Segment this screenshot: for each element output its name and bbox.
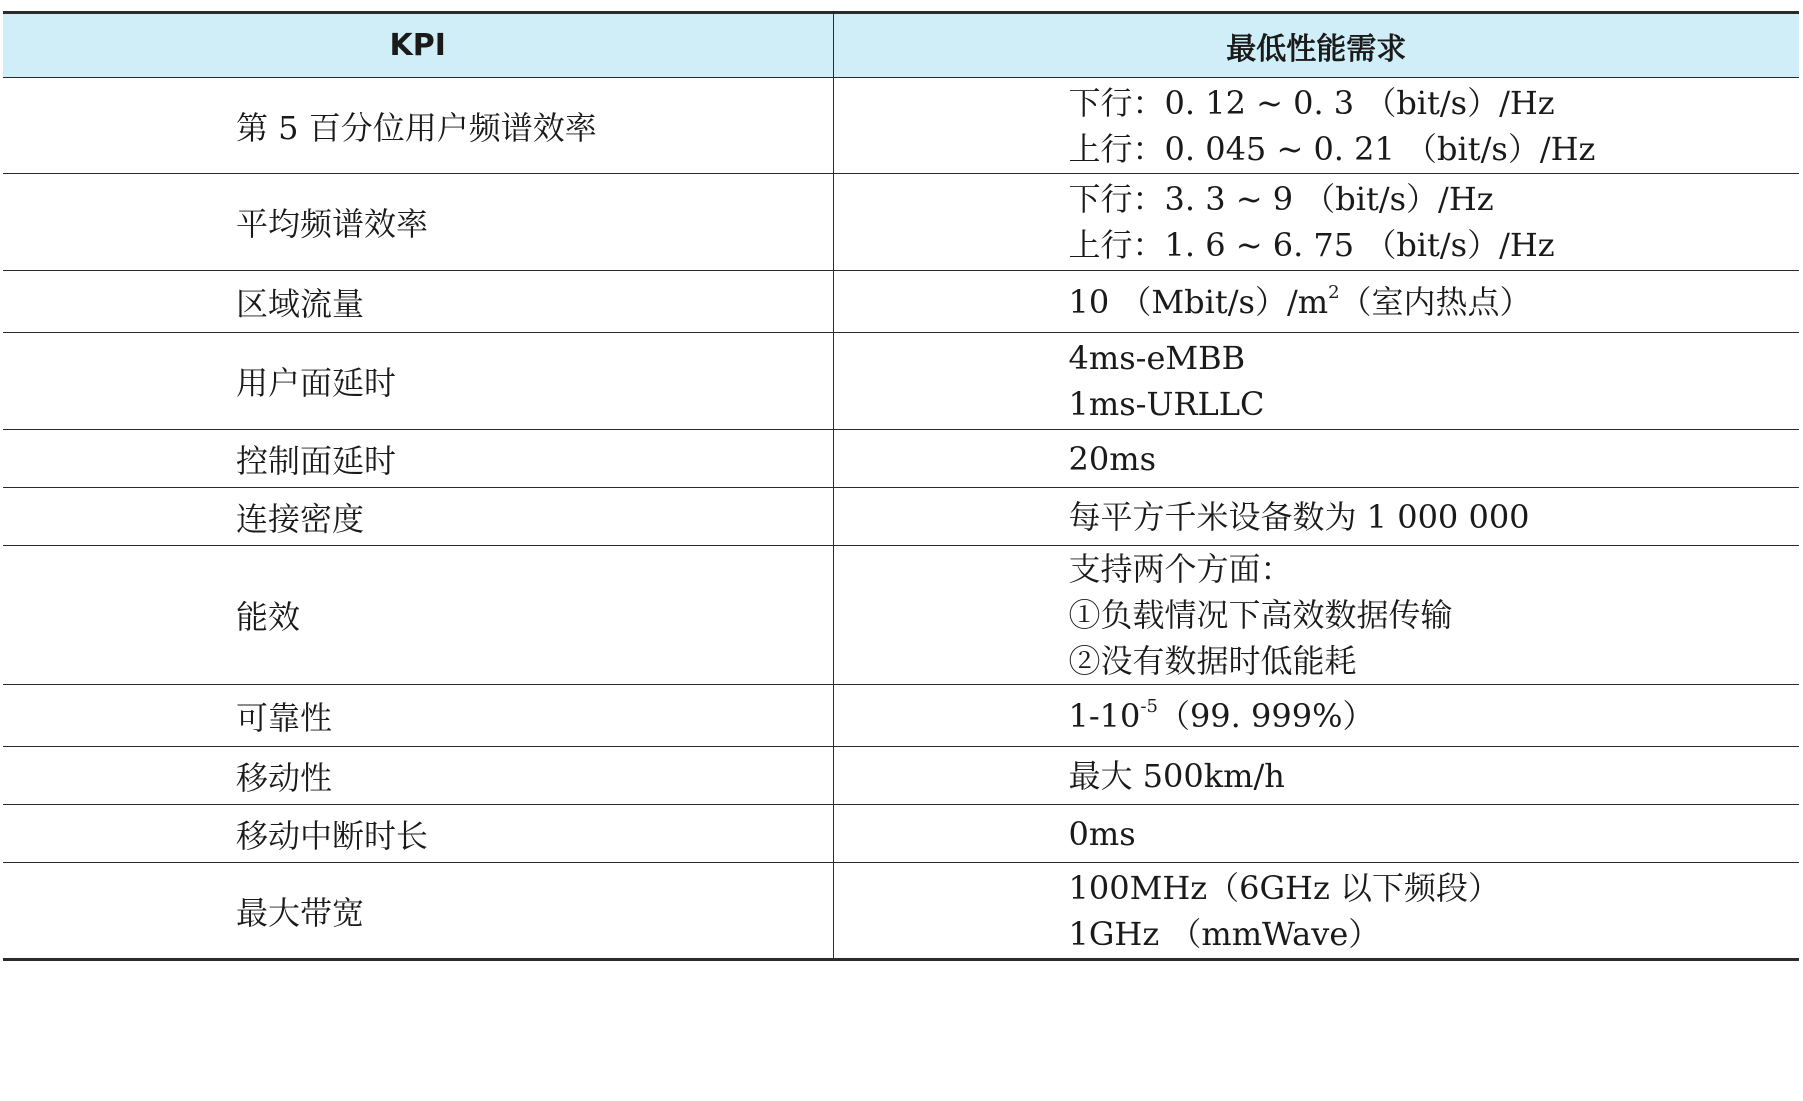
kpi-requirement [833,78,1799,174]
requirement-line: 上行：0. 045 ~ 0. 21 （bit/s）/Hz [1068,129,1596,168]
kpi-name: 移动中断时长 [3,805,833,863]
requirement-line: ②没有数据时低能耗 [1068,642,1357,680]
table-row [3,863,1799,960]
requirement-line: 下行：3. 3 ~ 9 （bit/s）/Hz [1068,180,1494,218]
requirement-line: 最大 500km/h [1068,756,1285,795]
header-min-requirement: 最低性能需求 [833,13,1799,78]
kpi-requirement [833,546,1799,685]
req-text: 1-10 [1068,696,1141,735]
kpi-name: 能效 [3,546,833,685]
table-row [3,78,1799,174]
kpi-requirement [833,430,1799,488]
requirement-line: 支持两个方面： [1068,550,1293,588]
requirement-line: 4ms-eMBB [1068,339,1246,377]
req-superscript: 2 [1328,281,1340,303]
req-text: （99. 999%） [1157,696,1375,735]
table-row [3,685,1799,747]
kpi-requirement [833,174,1799,271]
kpi-name: 区域流量 [3,271,833,333]
table-row [3,271,1799,333]
kpi-name: 连接密度 [3,488,833,546]
table-row [3,174,1799,271]
req-superscript: -5 [1140,695,1158,717]
table-row [3,546,1799,685]
table-row [3,488,1799,546]
req-text: 10 （Mbit/s）/m [1068,282,1329,321]
requirement-line: 每平方千米设备数为 1 000 000 [1068,497,1530,536]
kpi-requirement [833,333,1799,430]
requirement-line [1069,279,1800,325]
table-row [3,430,1799,488]
requirement-line: 下行：0. 12 ~ 0. 3 （bit/s）/Hz [1068,83,1555,122]
requirement-line: 0ms [1068,814,1136,853]
table-row [3,333,1799,430]
table-header-row [3,13,1799,78]
kpi-name: 最大带宽 [3,863,833,960]
kpi-requirement [833,488,1799,546]
kpi-name: 移动性 [3,747,833,805]
kpi-requirement [833,271,1799,333]
table-row [3,747,1799,805]
table-row [3,805,1799,863]
requirement-line: 1ms-URLLC [1068,385,1265,423]
requirement-line [1069,693,1800,739]
kpi-requirement [833,805,1799,863]
req-text: （室内热点） [1339,282,1532,321]
requirement-line: ①负载情况下高效数据传输 [1068,596,1453,634]
kpi-requirement [833,863,1799,960]
kpi-name: 控制面延时 [3,430,833,488]
requirement-line: 100MHz（6GHz 以下频段） [1068,868,1500,907]
kpi-table-container [3,11,1799,961]
kpi-requirements-table [3,11,1799,961]
kpi-name: 用户面延时 [3,333,833,430]
requirement-line: 1GHz （mmWave） [1068,914,1381,953]
kpi-requirement [833,747,1799,805]
kpi-name: 第 5 百分位用户频谱效率 [3,78,833,174]
requirement-line: 20ms [1068,439,1156,478]
kpi-name: 可靠性 [3,685,833,747]
header-kpi: KPI [3,13,833,78]
kpi-requirement [833,685,1799,747]
kpi-name: 平均频谱效率 [3,174,833,271]
requirement-line: 上行：1. 6 ~ 6. 75 （bit/s）/Hz [1068,226,1555,264]
